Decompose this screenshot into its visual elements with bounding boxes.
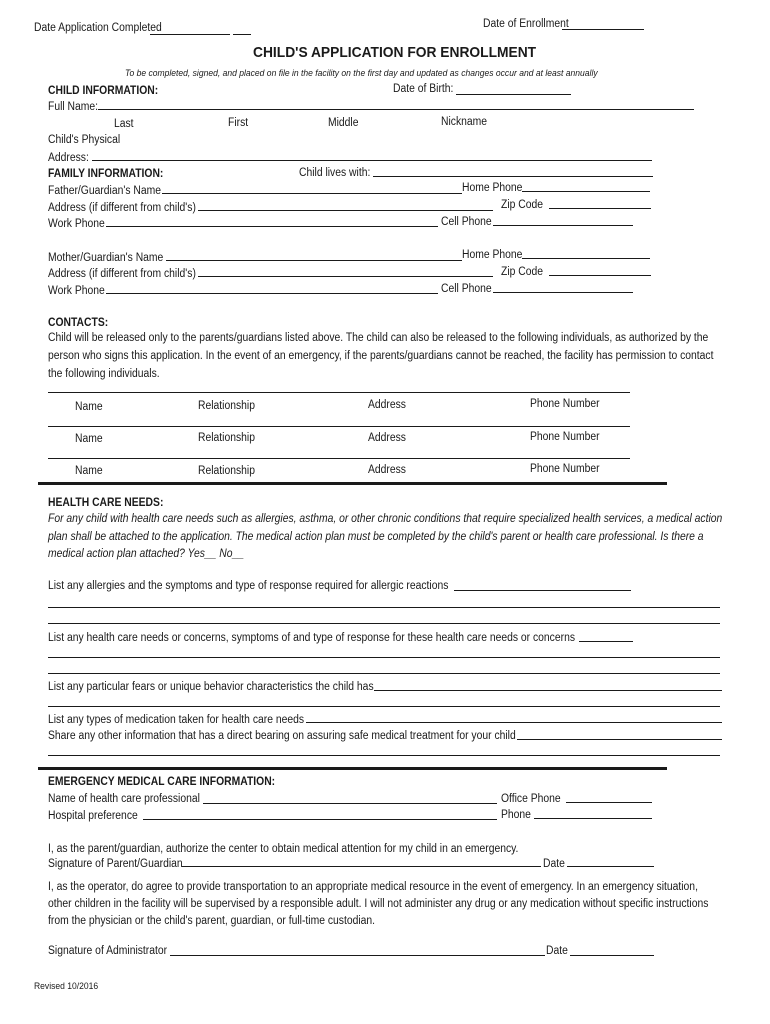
health-heading: HEALTH CARE NEEDS:: [48, 497, 164, 509]
date-application-completed-line[interactable]: [150, 34, 230, 35]
health-paragraph-1: For any child with health care needs such as allergies, asthma, or other chronic conditions that require specialized health services, a medical action: [48, 513, 723, 525]
contacts-paragraph-2: person who signs this application. In the event of an emergency, if the parents/guardians cannot be reached, the facility has permission to contact: [48, 350, 714, 362]
father-address-line[interactable]: [198, 210, 493, 211]
physical-address-label-2: Address:: [48, 152, 89, 164]
mother-work-phone-line[interactable]: [106, 293, 438, 294]
full-name-line[interactable]: [98, 109, 694, 110]
family-info-heading: FAMILY INFORMATION:: [48, 168, 164, 180]
fears-line-2[interactable]: [48, 706, 720, 707]
date-application-completed-line-2[interactable]: [233, 34, 251, 35]
contacts-paragraph-3: the following individuals.: [48, 368, 160, 380]
revised-footer: Revised 10/2016: [34, 981, 99, 992]
health-paragraph-2: plan shall be attached to the application. The medical action plan must be completed by the child's parent or health care professional. Is there a: [48, 531, 704, 543]
mother-work-phone-label: Work Phone: [48, 285, 105, 297]
full-name-label: Full Name:: [48, 101, 99, 113]
admin-signature-line[interactable]: [170, 955, 545, 956]
date-of-enrollment-line[interactable]: [562, 29, 644, 30]
contact-row-2-line[interactable]: [48, 426, 630, 427]
father-work-phone-line[interactable]: [106, 226, 438, 227]
admin-signature-label: Signature of Administrator: [48, 945, 168, 957]
authorize-statement: I, as the parent/guardian, authorize the center to obtain medical attention for my child in an emergency.: [48, 843, 519, 855]
mother-name-line[interactable]: [166, 260, 462, 261]
col-nickname: Nickname: [441, 116, 488, 128]
health-needs-line-3[interactable]: [48, 673, 720, 674]
share-info-line-1[interactable]: [517, 739, 722, 740]
physical-address-label-1: Child's Physical: [48, 134, 121, 146]
fears-line-1[interactable]: [374, 690, 722, 691]
mother-cell-phone-label: Cell Phone: [441, 283, 492, 295]
contact-row-1-phone: Phone Number: [530, 398, 600, 410]
parent-date-line[interactable]: [567, 866, 654, 867]
date-of-enrollment-label: Date of Enrollment: [483, 18, 569, 30]
section-divider-emergency: [38, 767, 667, 770]
operator-statement-1: I, as the operator, do agree to provide transportation to an appropriate medical resource in the event of emergency. In an emergency situation,: [48, 881, 698, 893]
mother-address-line[interactable]: [198, 276, 493, 277]
health-needs-label: List any health care needs or concerns, symptoms of and type of response for these health care needs or concerns: [48, 632, 576, 644]
page-title: CHILD'S APPLICATION FOR ENROLLMENT: [253, 44, 537, 61]
date-application-completed-label: Date Application Completed: [34, 22, 162, 34]
operator-statement-2: other children in the facility will be supervised by a responsible adult. I will not administer any drug or any medication without specific instructions: [48, 898, 709, 910]
mother-zip-line[interactable]: [549, 275, 651, 276]
contact-row-3-line[interactable]: [48, 458, 630, 459]
health-needs-line-2[interactable]: [48, 657, 720, 658]
contact-row-2-phone: Phone Number: [530, 431, 600, 443]
mother-cell-phone-line[interactable]: [493, 292, 633, 293]
contact-row-2-name: Name: [75, 433, 103, 445]
date-of-birth-label: Date of Birth:: [393, 83, 454, 95]
date-of-birth-line[interactable]: [456, 94, 571, 95]
hospital-preference-line[interactable]: [143, 819, 497, 820]
contacts-paragraph-1: Child will be released only to the parents/guardians listed above. The child can also be released to the following individuals, as authorized by the: [48, 332, 709, 344]
hospital-preference-label: Hospital preference: [48, 810, 138, 822]
share-info-label: Share any other information that has a direct bearing on assuring safe medical treatment for your child: [48, 730, 516, 742]
share-info-line-2[interactable]: [48, 755, 720, 756]
contact-row-2-address: Address: [368, 432, 406, 444]
allergies-line-3[interactable]: [48, 623, 720, 624]
contact-row-3-relationship: Relationship: [198, 465, 255, 477]
father-zip-label: Zip Code: [501, 199, 544, 211]
father-cell-phone-line[interactable]: [493, 225, 633, 226]
father-zip-line[interactable]: [549, 208, 651, 209]
father-address-label: Address (if different from child's): [48, 202, 196, 214]
allergies-label: List any allergies and the symptoms and type of response required for allergic reactions: [48, 580, 449, 592]
child-info-heading: CHILD INFORMATION:: [48, 85, 159, 97]
allergies-line-2[interactable]: [48, 607, 720, 608]
mother-home-phone-line[interactable]: [522, 258, 650, 259]
child-lives-with-label: Child lives with:: [299, 167, 371, 179]
operator-statement-3: from the physician or the child's parent, guardian, or full-time custodian.: [48, 915, 376, 927]
physical-address-line[interactable]: [92, 160, 652, 161]
contact-row-1-name: Name: [75, 401, 103, 413]
father-name-line[interactable]: [162, 193, 462, 194]
health-professional-label: Name of health care professional: [48, 793, 200, 805]
father-work-phone-label: Work Phone: [48, 218, 105, 230]
father-name-label: Father/Guardian's Name: [48, 185, 162, 197]
allergies-line-1[interactable]: [454, 590, 631, 591]
hospital-phone-line[interactable]: [534, 818, 652, 819]
fears-label: List any particular fears or unique behavior characteristics the child has: [48, 681, 374, 693]
contact-row-1-relationship: Relationship: [198, 400, 255, 412]
medication-label: List any types of medication taken for health care needs: [48, 714, 305, 726]
parent-signature-line[interactable]: [182, 866, 541, 867]
medication-line[interactable]: [306, 722, 722, 723]
parent-signature-label: Signature of Parent/Guardian: [48, 858, 183, 870]
mother-home-phone-label: Home Phone: [462, 249, 523, 261]
parent-date-label: Date: [543, 858, 565, 870]
father-home-phone-label: Home Phone: [462, 182, 523, 194]
mother-zip-label: Zip Code: [501, 266, 544, 278]
contact-row-2-relationship: Relationship: [198, 432, 255, 444]
contact-row-3-name: Name: [75, 465, 103, 477]
admin-date-label: Date: [546, 945, 568, 957]
emergency-heading: EMERGENCY MEDICAL CARE INFORMATION:: [48, 776, 276, 788]
office-phone-label: Office Phone: [501, 793, 561, 805]
contact-row-3-address: Address: [368, 464, 406, 476]
father-home-phone-line[interactable]: [522, 191, 650, 192]
health-professional-line[interactable]: [203, 803, 497, 804]
health-needs-line-1[interactable]: [579, 641, 633, 642]
contact-row-1-line[interactable]: [48, 392, 630, 393]
health-paragraph-3: medical action plan attached? Yes__ No__: [48, 548, 245, 560]
office-phone-line[interactable]: [566, 802, 652, 803]
page-subtitle: To be completed, signed, and placed on file in the facility on the first day and updated as changes occur and at least annually: [125, 68, 598, 79]
col-middle: Middle: [328, 117, 359, 129]
col-first: First: [228, 117, 249, 129]
col-last: Last: [114, 118, 134, 130]
father-cell-phone-label: Cell Phone: [441, 216, 492, 228]
mother-address-label: Address (if different from child's): [48, 268, 196, 280]
mother-name-label: Mother/Guardian's Name: [48, 252, 164, 264]
contacts-heading: CONTACTS:: [48, 317, 109, 329]
child-lives-with-line[interactable]: [373, 176, 653, 177]
contact-row-3-phone: Phone Number: [530, 463, 600, 475]
contact-row-1-address: Address: [368, 399, 406, 411]
hospital-phone-label: Phone: [501, 809, 531, 821]
section-divider-health: [38, 482, 667, 485]
admin-date-line[interactable]: [570, 955, 654, 956]
